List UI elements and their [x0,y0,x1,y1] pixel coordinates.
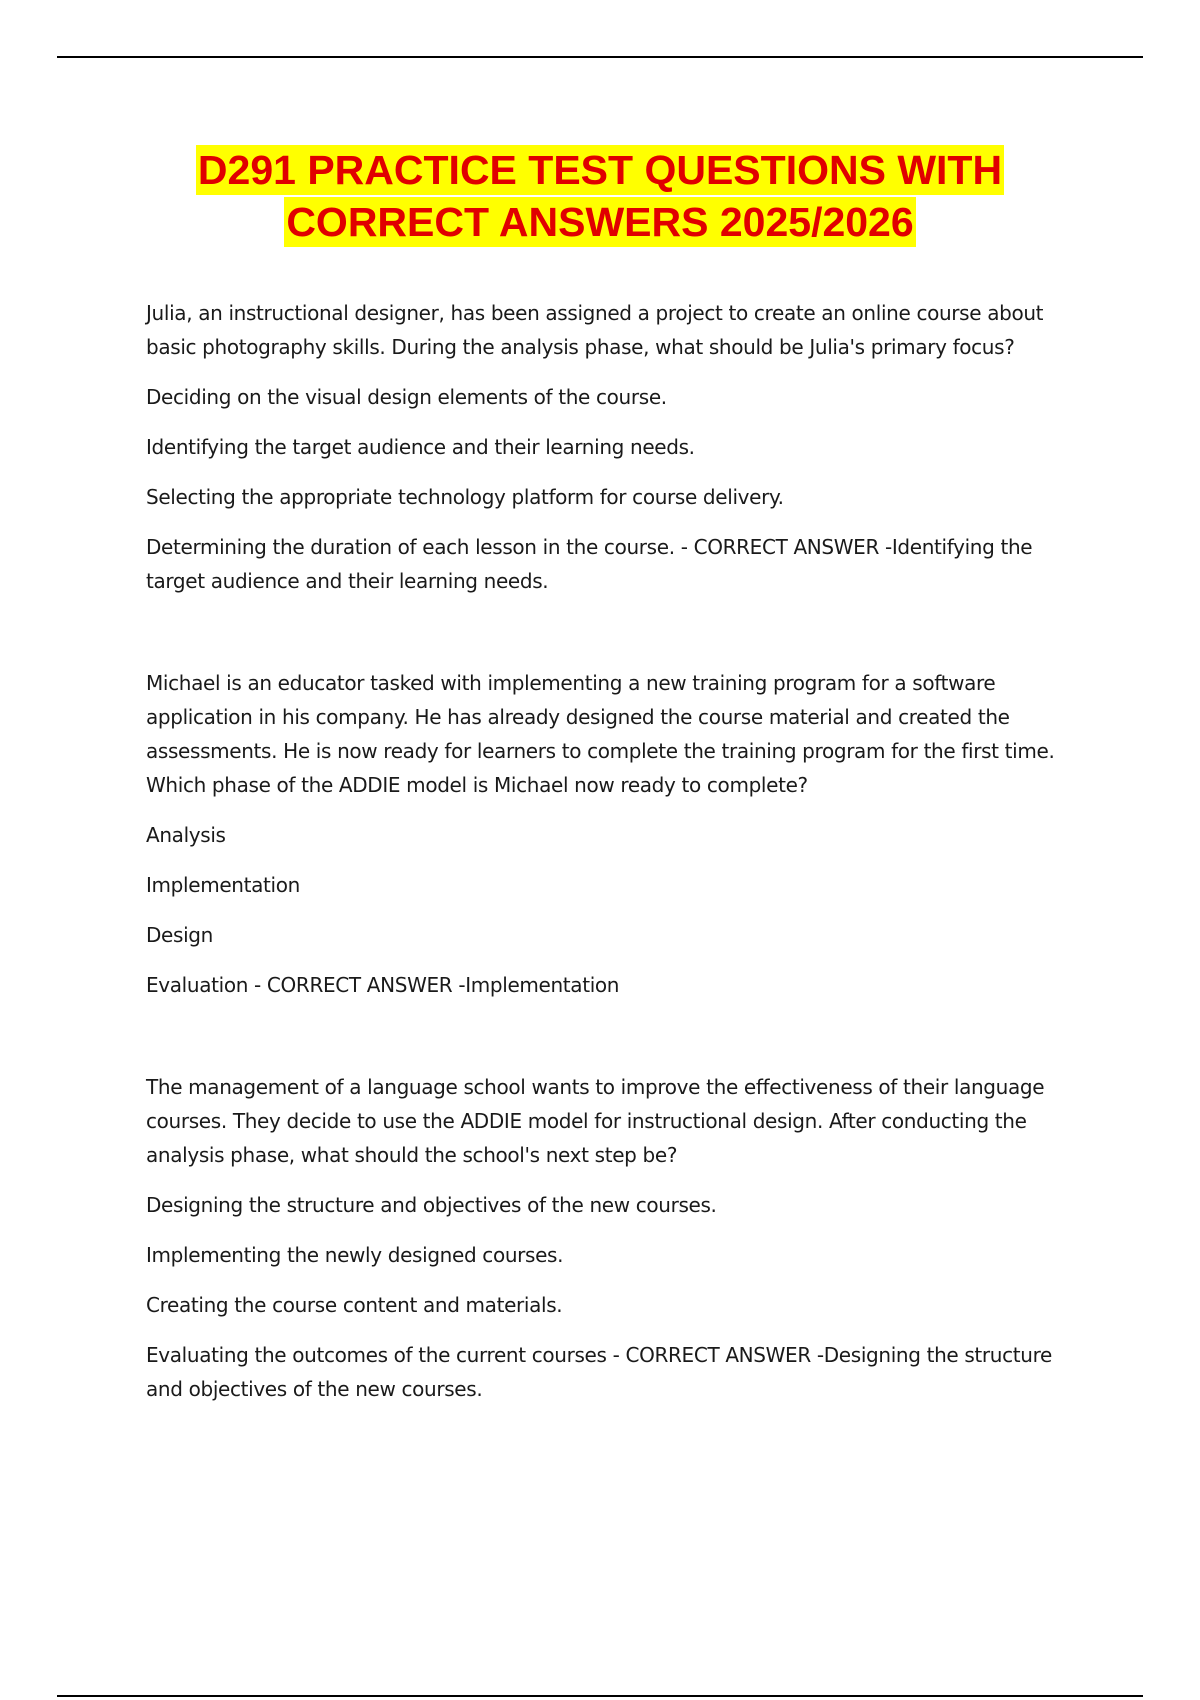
question-block-2 [146,666,1086,1002]
answer-option: Designing the structure and objectives of the new courses. [146,1193,717,1217]
title-line-2: CORRECT ANSWERS 2025/2026 [286,199,914,245]
answer-option: Implementing the newly designed courses. [146,1243,564,1267]
document-title [0,145,1200,249]
title-line-1: D291 PRACTICE TEST QUESTIONS WITH [197,147,1003,193]
spacer [146,1018,1086,1070]
answer-option: Design [146,923,213,947]
answer-option-with-correct-answer: Determining the duration of each lesson in the course. - CORRECT ANSWER -Identifying the target audience and their learning needs. [146,535,1033,593]
question-text: Julia, an instructional designer, has been assigned a project to create an online course about basic photography skills. During the analysis phase, what should be Julia's primary focus? [146,301,1044,359]
question-text: Michael is an educator tasked with implementing a new training program for a software application in his company. He has already designed the course material and created the assessments. He is now ready for learners to complete the training program for the first time. Which phase of the ADDIE model is Michael now ready to complete? [146,671,1055,797]
spacer [146,614,1086,666]
answer-option: Deciding on the visual design elements of the course. [146,385,667,409]
question-text: The management of a language school wants to improve the effectiveness of their language courses. They decide to use the ADDIE model for instructional design. After conducting the analysis phase, what should the school's next step be? [146,1075,1045,1167]
bottom-rule [57,1695,1143,1697]
answer-option: Selecting the appropriate technology platform for course delivery. [146,485,784,509]
top-rule [57,56,1143,58]
question-list [146,296,1086,1422]
answer-option: Analysis [146,823,226,847]
question-block-3 [146,1070,1086,1406]
question-block-1 [146,296,1086,598]
answer-option: Implementation [146,873,300,897]
answer-option: Identifying the target audience and their learning needs. [146,435,695,459]
answer-option-with-correct-answer: Evaluating the outcomes of the current courses - CORRECT ANSWER -Designing the structure and objectives of the new courses. [146,1343,1052,1401]
answer-option: Creating the course content and materials. [146,1293,563,1317]
answer-option-with-correct-answer: Evaluation - CORRECT ANSWER -Implementation [146,973,620,997]
